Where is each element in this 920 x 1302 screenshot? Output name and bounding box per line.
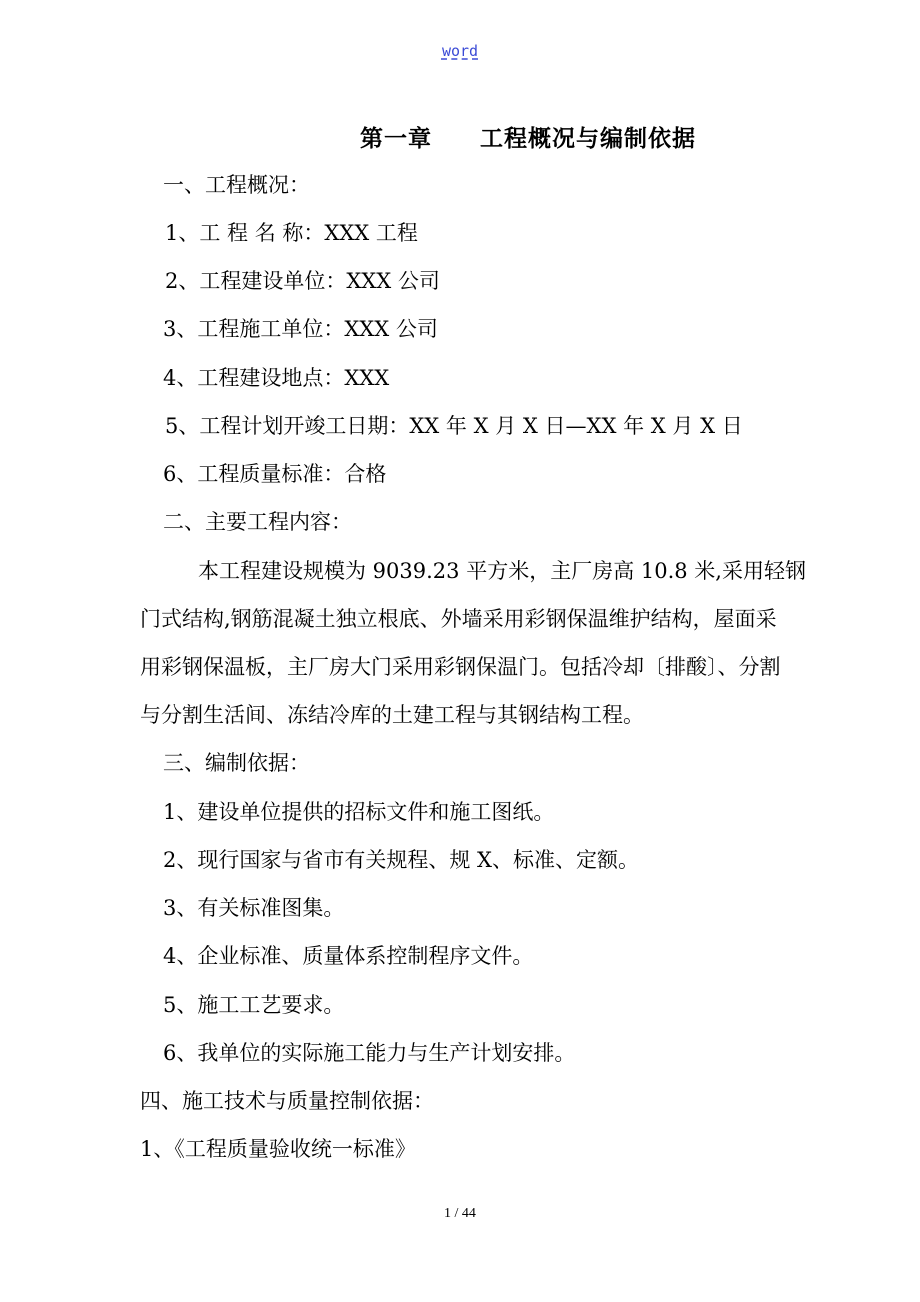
content-paragraph-line-2: 门式结构,钢筋混凝土独立根底、外墙采用彩钢保温维护结构，屋面采 xyxy=(140,607,777,631)
content-paragraph-line-4: 与分割生活间、冻结冷库的土建工程与其钢结构工程。 xyxy=(140,703,644,727)
basis-item-4: 4、企业标准、质量体系控制程序文件。 xyxy=(163,944,534,968)
overview-item-1: 1、工 程 名 称：XXX 工程 xyxy=(165,221,418,245)
header-word-link[interactable]: word xyxy=(441,42,479,60)
basis-item-6: 6、我单位的实际施工能力与生产计划安排。 xyxy=(163,1041,576,1065)
page-number: 1 / 44 xyxy=(444,1206,476,1221)
section-heading-overview: 一、工程概况： xyxy=(163,173,310,197)
basis-item-3: 3、有关标准图集。 xyxy=(163,896,345,920)
overview-item-6: 6、工程质量标准：合格 xyxy=(163,462,387,486)
overview-item-2: 2、工程建设单位：XXX 公司 xyxy=(165,269,440,293)
content-paragraph-line-1: 本工程建设规模为 9039.23 平方米，主厂房高 10.8 米,采用轻钢 xyxy=(198,559,806,583)
section-heading-quality-control: 四、施工技术与质量控制依据： xyxy=(140,1089,434,1113)
section-heading-basis: 三、编制依据： xyxy=(163,751,310,775)
section-heading-main-content: 二、主要工程内容： xyxy=(163,510,352,534)
content-paragraph-line-3: 用彩钢保温板，主厂房大门采用彩钢保温门。包括冷却〔排酸〕、分割 xyxy=(140,655,781,679)
overview-item-5: 5、工程计划开竣工日期：XX 年 X 月 X 日—XX 年 X 月 X 日 xyxy=(165,414,743,438)
overview-item-3: 3、工程施工单位：XXX 公司 xyxy=(163,317,438,341)
basis-item-2: 2、现行国家与省市有关规程、规 X、标准、定额。 xyxy=(163,848,639,872)
quality-control-item-1: 1、《工程质量验收统一标准》 xyxy=(140,1137,416,1161)
basis-item-1: 1、建设单位提供的招标文件和施工图纸。 xyxy=(163,800,555,824)
overview-item-4: 4、工程建设地点：XXX xyxy=(163,366,390,390)
basis-item-5: 5、施工工艺要求。 xyxy=(163,993,345,1017)
chapter-title: 第一章 工程概况与编制依据 xyxy=(360,125,696,152)
